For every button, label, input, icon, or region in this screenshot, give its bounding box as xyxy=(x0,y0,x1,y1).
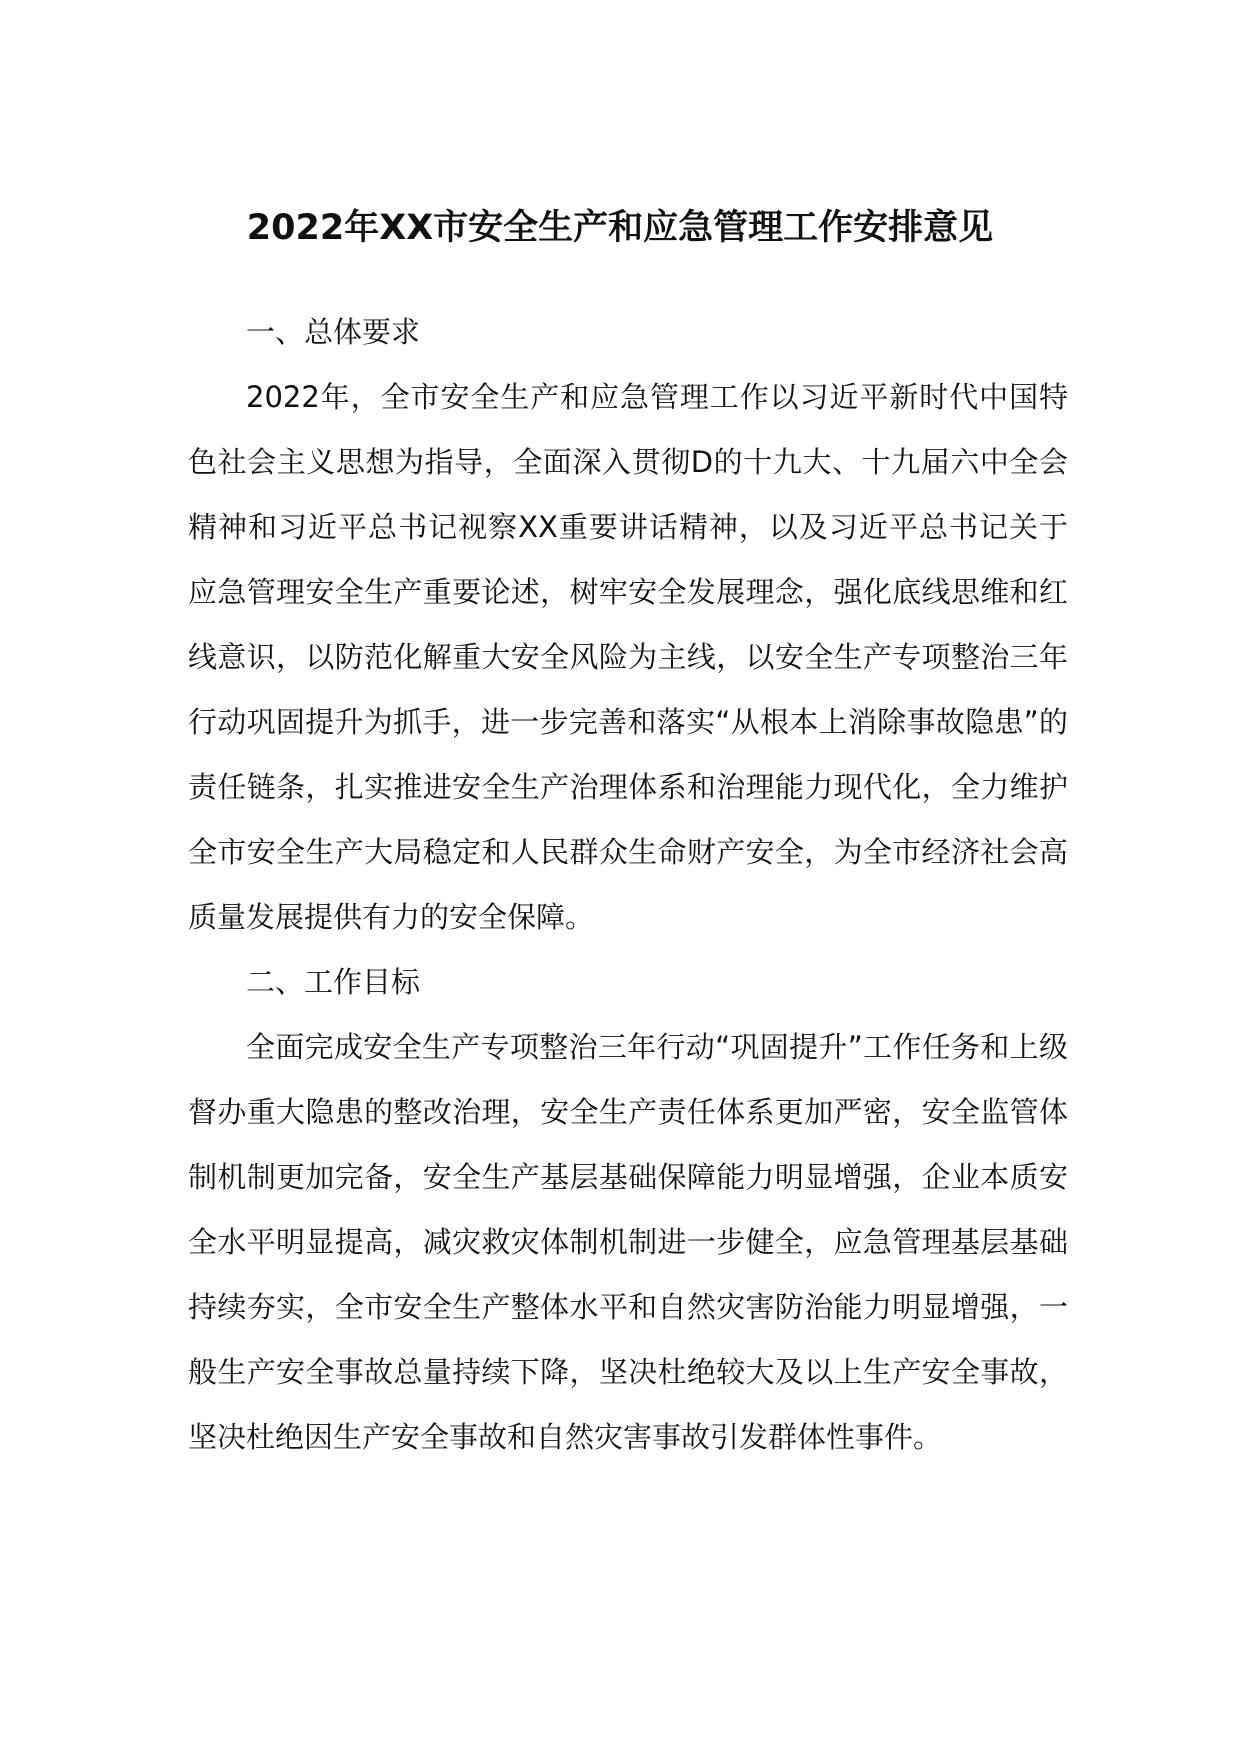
section-heading-work-goals: 二、工作目标 xyxy=(246,965,421,999)
document-body xyxy=(188,300,1068,1470)
section-paragraph-work-goals: 全面完成安全生产专项整治三年行动“巩固提升”工作任务和上级督办重大隐患的整改治理，安全生产责任体系更加严密，安全监管体制机制更加完备，安全生产基层基础保障能力明显增强，企业本质安全水平明显提高，减灾救灾体制机制进一步健全，应急管理基层基础持续夯实，全市安全生产整体水平和自然灾害防治能力明显增强，一般生产安全事故总量持续下降，坚决杜绝较大及以上生产安全事故，坚决杜绝因生产安全事故和自然灾害事故引发群体性事件。 xyxy=(188,1030,1068,1454)
section-paragraph-overall-requirements: 2022年，全市安全生产和应急管理工作以习近平新时代中国特色社会主义思想为指导，全面深入贯彻D的十九大、十九届六中全会精神和习近平总书记视察XX重要讲话精神，以及习近平总书记关于应急管理安全生产重要论述，树牢安全发展理念，强化底线思维和红线意识，以防范化解重大安全风险为主线，以安全生产专项整治三年行动巩固提升为抓手，进一步完善和落实“从根本上消除事故隐患”的责任链条，扎实推进安全生产治理体系和治理能力现代化，全力维护全市安全生产大局稳定和人民群众生命财产安全，为全市经济社会高质量发展提供有力的安全保障。 xyxy=(188,380,1068,934)
document-title: 2022年XX市安全生产和应急管理工作安排意见 xyxy=(246,208,994,248)
section-heading-overall-requirements: 一、总体要求 xyxy=(246,315,421,349)
